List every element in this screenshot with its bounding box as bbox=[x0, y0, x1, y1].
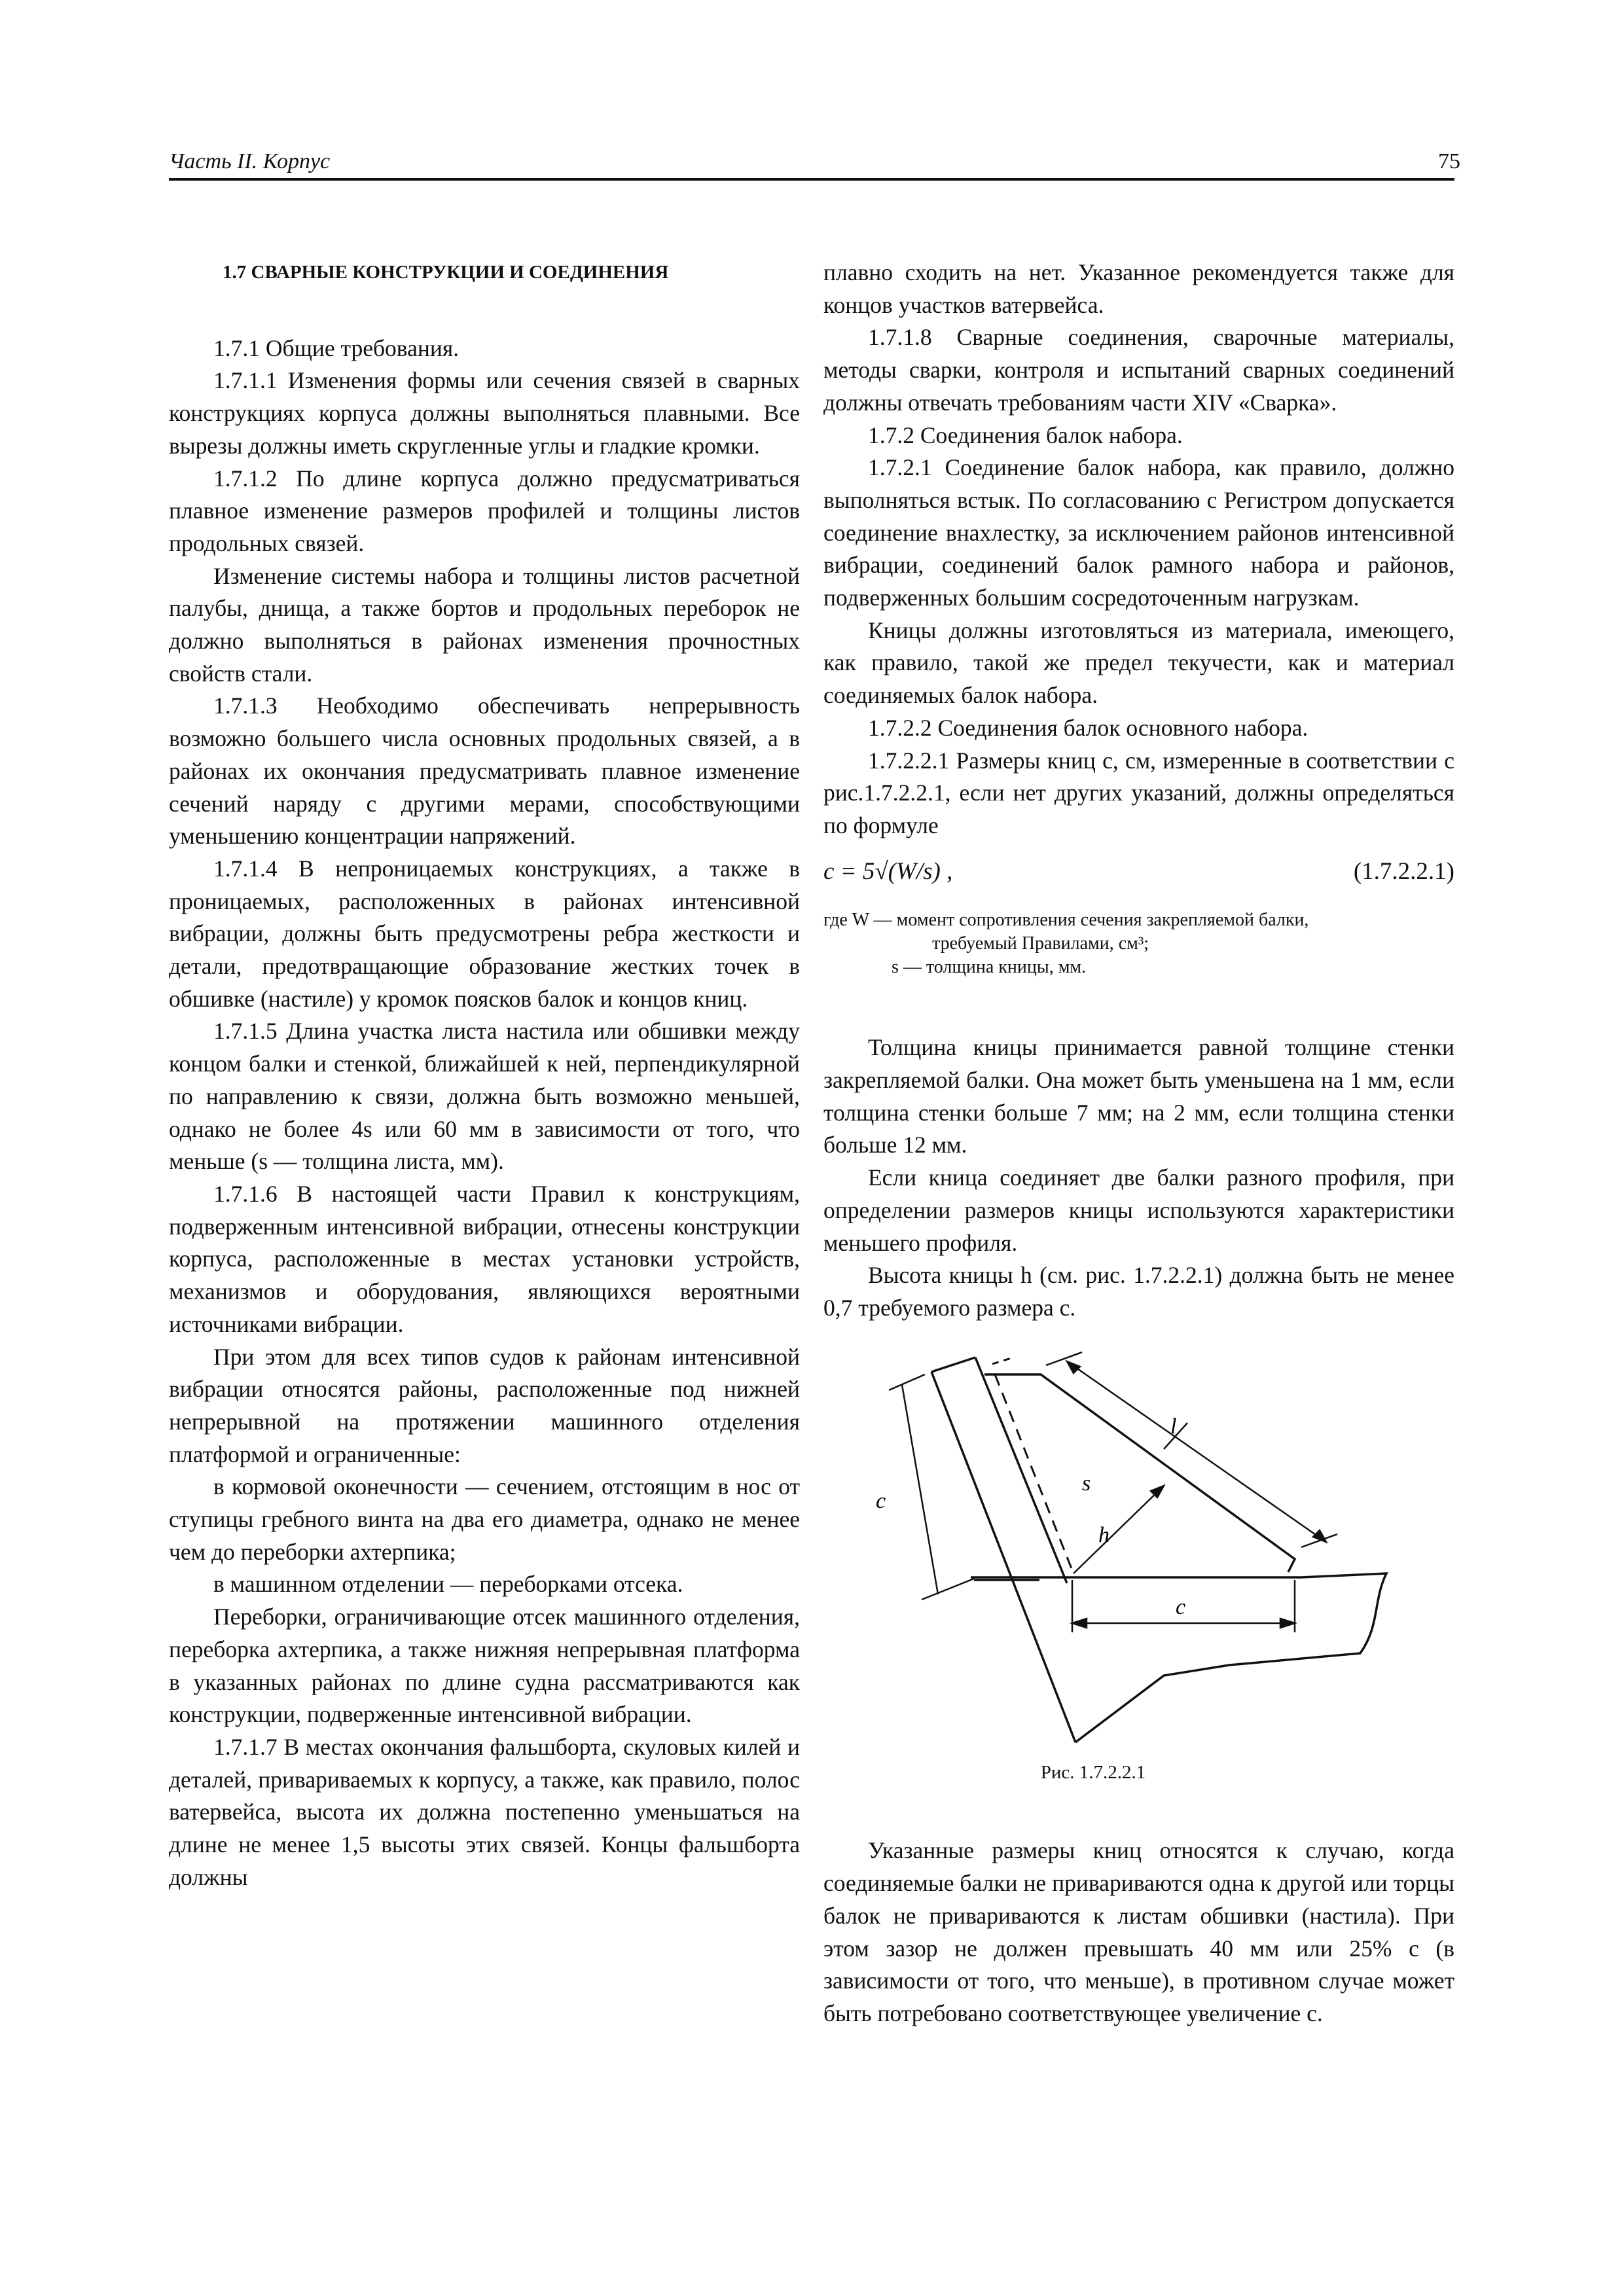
legend-line: s — толщина кницы, мм. bbox=[892, 957, 1087, 978]
section-title: 1.7 СВАРНЫЕ КОНСТРУКЦИИ И СОЕДИНЕНИЯ bbox=[223, 262, 669, 283]
label-s: s bbox=[1082, 1471, 1091, 1496]
paragraph: Кницы должны изготовляться из материала, имеющего, как правило, такой же предел текучести, как и материал соединяемых балок набора. bbox=[823, 617, 1454, 709]
paragraph: Высота кницы h (см. рис. 1.7.2.2.1) должна быть не менее 0,7 требуемого размера c. bbox=[823, 1262, 1454, 1321]
paragraph: Толщина кницы принимается равной толщине стенки закрепляемой балки. Она может быть уменьшена на 1 мм, если толщина стенки больше 7 мм; на 2 мм, если толщина стенки больше 12 мм. bbox=[823, 1034, 1454, 1158]
beam-top-edge bbox=[931, 1357, 975, 1372]
plating-break-line bbox=[1075, 1573, 1386, 1742]
bracket-edge bbox=[984, 1374, 1295, 1572]
paragraph: При этом для всех типов судов к районам интенсивной вибрации относятся районы, расположенные под нижней непрерывной на протяжении машинного отделения платформой и ограниченные: bbox=[169, 1343, 800, 1467]
right-column bbox=[823, 257, 1454, 2030]
formula-number: (1.7.2.2.1) bbox=[1353, 857, 1454, 885]
paragraph: 1.7.2.2.1 Размеры книц c, см, измеренные в соответствии с рис.1.7.2.2.1, если нет других указаний, должны определяться по формуле bbox=[823, 747, 1454, 838]
paragraph: плавно сходить на нет. Указанное рекомендуется также для концов участков ватервейса. bbox=[823, 259, 1454, 318]
running-header-title: Часть II. Корпус bbox=[169, 149, 331, 173]
dim-l-extension-top bbox=[1046, 1352, 1082, 1365]
dim-c-vertical-line bbox=[902, 1385, 938, 1594]
formula-row bbox=[823, 855, 1454, 888]
dim-l-line bbox=[1067, 1361, 1326, 1542]
paragraph: Переборки, ограничивающие отсек машинного отделения, переборка ахтерпика, а также нижняя непрерывная платформа в указанных районах по длине судна рассматриваются как конструкции, подверженные интенсивной вибрации. bbox=[169, 1604, 800, 1728]
hidden-edge-top bbox=[992, 1357, 1013, 1364]
label-c-horizontal: c bbox=[1176, 1594, 1186, 1619]
paragraph: 1.7.2 Соединения балок набора. bbox=[868, 422, 1183, 448]
paragraph: 1.7.2.1 Соединение балок набора, как правило, должно выполняться встык. По согласованию с Регистром допускается соединение внахлестку, за исключением районов интенсивной вибрации, соединений балок рамного набора и районов, подверженных большим сосредоточенным нагрузкам. bbox=[823, 454, 1454, 611]
dim-h-line bbox=[1074, 1486, 1164, 1573]
label-l: l bbox=[1170, 1414, 1177, 1439]
figure-caption: Рис. 1.7.2.2.1 bbox=[1040, 1761, 1146, 1783]
label-h: h bbox=[1098, 1522, 1110, 1547]
left-column bbox=[169, 257, 800, 1893]
legend-line: требуемый Правилами, см³; bbox=[932, 933, 1149, 954]
hidden-edge-dashed bbox=[995, 1374, 1072, 1570]
dim-c-ext-top bbox=[889, 1374, 925, 1390]
dim-l-arrow-bottom bbox=[1313, 1530, 1326, 1542]
paragraph: 1.7.1 Общие требования. bbox=[213, 334, 460, 361]
bracket-diagram bbox=[823, 1351, 1454, 1744]
dim-c-h-arrow-left bbox=[1072, 1619, 1087, 1628]
label-c-vertical: c bbox=[876, 1488, 886, 1513]
dim-c-h-arrow-right bbox=[1280, 1619, 1295, 1628]
header-rule bbox=[169, 178, 1454, 181]
paragraph: Указанные размеры книц относятся к случаю, когда соединяемые балки не привариваются одна к другой или торцы балок не привариваются к листам обшивки (настила). При этом зазор не должен превышать 40 мм или 25% c (в зависимости от того, что меньше), в противном случае может быть потребовано соответствующее увеличение c. bbox=[823, 1837, 1454, 2026]
paragraph: 1.7.2.2 Соединения балок основного набора. bbox=[868, 714, 1308, 741]
formula: c = 5√(W/s) , bbox=[823, 857, 953, 885]
paragraph: 1.7.1.5 Длина участка листа настила или обшивки между концом балки и стенкой, ближайшей к ней, перпендикулярной по направлению к связи, должна быть возможно меньшей, однако не более 4s или 60 мм в зависимости от того, что меньше (s — толщина листа, мм). bbox=[169, 1018, 800, 1175]
dim-c-ext-bottom bbox=[922, 1579, 974, 1600]
paragraph: Если кница соединяет две балки разного профиля, при определении размеров кницы используются характеристики меньшего профиля. bbox=[823, 1164, 1454, 1256]
paragraph: 1.7.1.8 Сварные соединения, сварочные материалы, методы сварки, контроля и испытаний сварных соединений должны отвечать требованиям части XIV «Сварка». bbox=[823, 324, 1454, 416]
paragraph: 1.7.1.3 Необходимо обеспечивать непрерывность возможно большего числа основных продольных связей, а в районах их окончания предусматривать плавное изменение сечений наряду с другими мерами, способствующими уменьшению концентрации напряжений. bbox=[169, 692, 800, 850]
formula-legend bbox=[823, 908, 1454, 979]
paragraph: Изменение системы набора и толщины листов расчетной палубы, днища, а также бортов и продольных переборок не должно выполняться в районах изменения прочностных свойств стали. bbox=[169, 562, 800, 687]
bracket-figure bbox=[823, 1351, 1454, 1744]
paragraph: 1.7.1.1 Изменения формы или сечения связей в сварных конструкциях корпуса должны выполняться плавными. Все вырезы должны иметь скругленные углы и гладкие кромки. bbox=[169, 367, 800, 459]
paragraph: в машинном отделении — переборками отсека. bbox=[213, 1571, 683, 1598]
paragraph: 1.7.1.4 В непроницаемых конструкциях, а также в проницаемых, расположенных в районах интенсивной вибрации, должны быть предусмотрены ребра жесткости и детали, предотвращающие образование жестких точек в обшивке (настиле) у кромок поясков балок и концов книц. bbox=[169, 855, 800, 1012]
dim-l-arrow-top bbox=[1067, 1361, 1080, 1373]
beam-web-edge bbox=[975, 1357, 1067, 1583]
legend-line: где W — момент сопротивления сечения закрепляемой балки, bbox=[823, 910, 1309, 931]
paragraph: 1.7.1.2 По длине корпуса должно предусматриваться плавное изменение размеров профилей и толщины листов продольных связей. bbox=[169, 465, 800, 556]
paragraph: 1.7.1.6 В настоящей части Правил к конструкциям, подверженным интенсивной вибрации, отнесены конструкции корпуса, расположенные в местах установки устройств, механизмов и оборудования, являющихся вероятными источниками вибрации. bbox=[169, 1180, 800, 1337]
paragraph: в кормовой оконечности — сечением, отстоящим в нос от ступицы гребного винта на два его диаметра, однако не менее чем до переборки ахтерпика; bbox=[169, 1473, 800, 1565]
paragraph: 1.7.1.7 В местах окончания фальшборта, скуловых килей и деталей, привариваемых к корпусу, а также, как правило, полос ватервейса, высота их должна постепенно уменьшаться на длине не менее 1,5 высоты этих связей. Концы фальшборта должны bbox=[169, 1733, 800, 1890]
page-number: 75 bbox=[1438, 149, 1460, 173]
